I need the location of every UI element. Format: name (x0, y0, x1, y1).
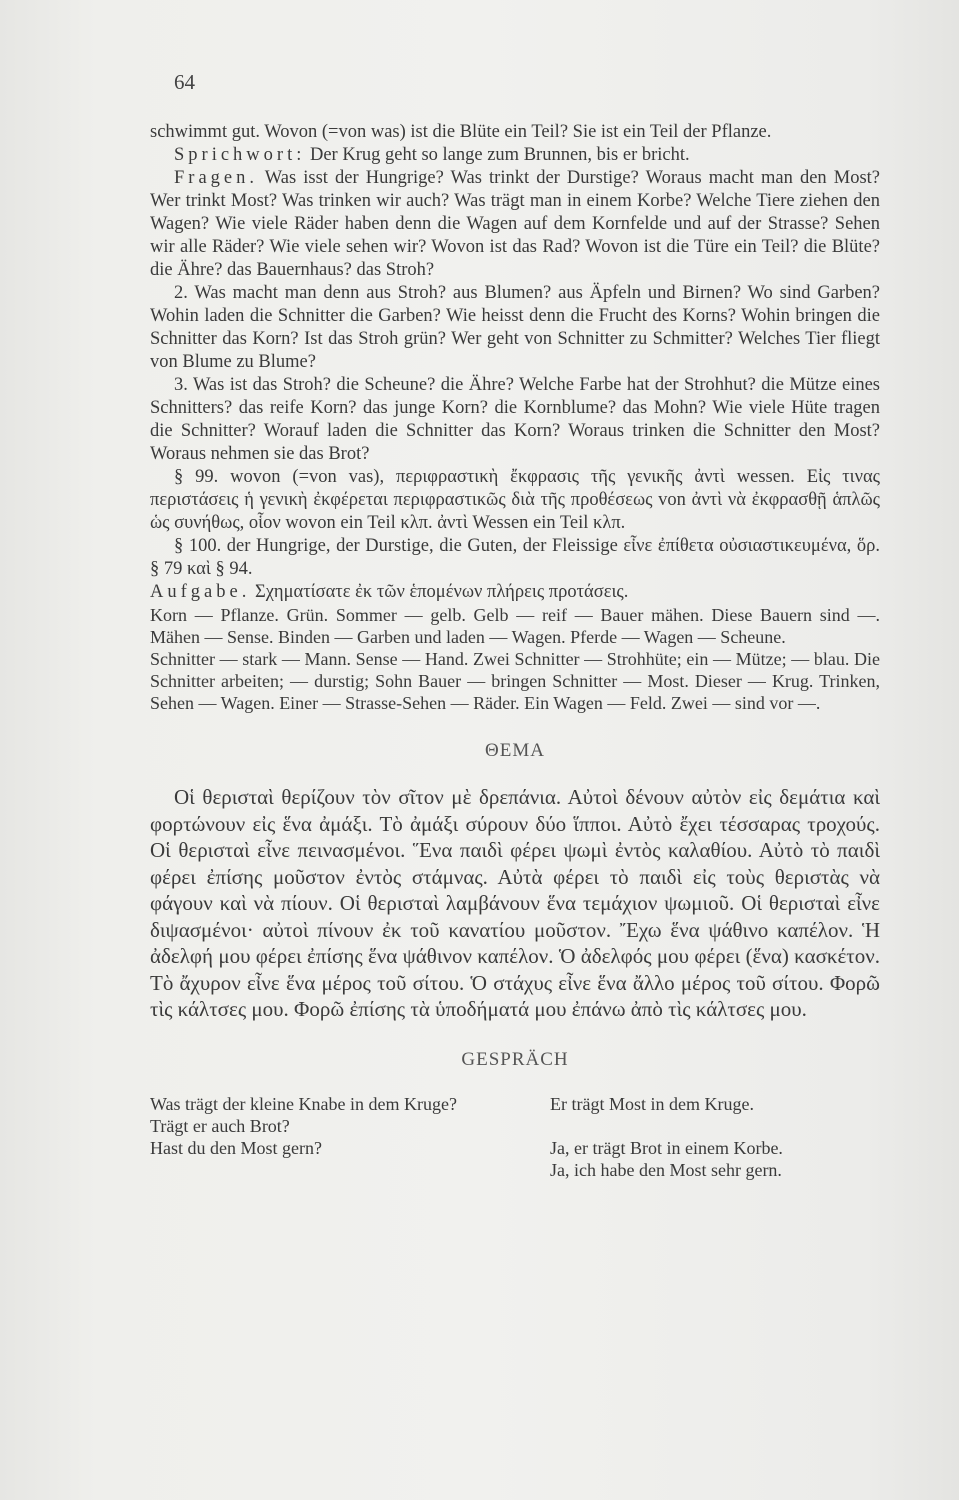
section-100: § 100. der Hungrige, der Durstige, die Guten, der Fleissige εἶνε ἐπίθετα οὐσιαστικευμένα, ὅρ. § 79 καὶ § 94. (150, 536, 880, 579)
thema-text: Οἱ θερισταὶ θερίζουν τὸν σῖτον μὲ δρεπάνια. Αὐτοὶ δένουν αὐτὸν εἰς δεμάτια καὶ φορτώνουν εἰς ἕνα ἀμάξι. Τὸ ἀμάξι σύρουν δύο ἵπποι. Αὐτὸ ἔχει τέσσαρας τροχούς. Οἱ θερισταὶ εἶνε πεινασμένοι. Ἕνα παιδὶ φέρει ψωμὶ ἐντὸς καλαθίου. Αὐτὸ τὸ παιδὶ φέρει ἐπίσης μοῦστον ἐντὸς στάμνας. Αὐτὰ φέρει τὸ παιδὶ εἰς τοὺς θεριστὰς νὰ φάγουν καὶ νὰ πίουν. Οἱ θερισταὶ λαμβάνουν ἕνα τεμάχιον ψωμιοῦ. Οἱ θερισταὶ εἶνε διψασμένοι· αὐτοὶ πίνουν ἐκ τοῦ κανατίου μοῦστον. Ἔχω ἕνα ψάθινο καπέλον. Ἡ ἀδελφή μου φέρει ἐπίσης ἕνα ψάθινον καπέλον. Ὁ ἀδελφός μου φέρει (ἕνα) κασκέτον. Τὸ ἄχυρον εἶνε ἕνα μέρος τοῦ σίτου. Ὁ στάχυς εἶνε ἕνα ἄλλο μέρος τοῦ σίτου. Φορῶ τὶς κάλτσες μου. Φορῶ ἐπίσης τὰ ὑποδήματά μου ἐπάνω ἀπὸ τὶς κάλτσες μου. (150, 785, 880, 1021)
fragen-paragraph-1 (150, 167, 880, 282)
answer-3: Ja, ich habe den Most sehr gern. (550, 1159, 782, 1180)
sprichwort-text: Der Krug geht so lange zum Brunnen, bis er bricht. (309, 145, 690, 165)
page-content (150, 70, 880, 1181)
answers-column (550, 1093, 880, 1181)
gespraech-dialogue (150, 1093, 880, 1181)
aufgabe-list (150, 604, 880, 714)
aufgabe-heading (150, 581, 880, 604)
questions-column (150, 1093, 510, 1181)
answer-1: Er trägt Most in dem Kruge. (550, 1093, 754, 1114)
gespraech-title: GESPRÄCH (461, 1048, 569, 1070)
question-3: Hast du den Most gern? (150, 1137, 322, 1158)
fragen-text-1: Was isst der Hungrige? Was trinkt der Durstige? Woraus macht man den Most? Wer trinkt Most? Was trinken wir auch? Was trägt man in einem Korbe? Welche Tiere ziehen den Wagen? Wie viele Räder haben denn die Wagen auf dem Kornfelde und auf der Strasse? Sehen wir alle Räder? Wie viele sehen wir? Wovon ist das Rad? Wovon ist die Türe ein Teil? die Blüte? die Ähre? das Bauernhaus? das Stroh? (150, 168, 881, 280)
answer-2: Ja, er trägt Brot in einem Korbe. (550, 1137, 783, 1158)
section-99: § 99. wovon (=von vas), περιφραστικὴ ἔκφρασις τῆς γενικῆς ἀντὶ wessen. Εἰς τινας περιστάσεις ἡ γενικὴ ἐκφέρεται περιφραστικῶς διὰ τῆς προθέσεως von ἀντὶ νὰ ἐκφρασθῇ ἁπλῶς ὡς συνήθως, οἷον wovon ein Teil κλπ. ἀντὶ Wessen ein Teil κλπ. (150, 467, 880, 533)
thema-section (150, 784, 880, 1023)
aufgabe-line-2: Schnitter — stark — Mann. Sense — Hand. Zwei Schnitter — Strohhüte; ein — Mütze; — blau. Die Schnitter arbeiten; — durstig; Sohn Bauer — bringen Schnitter — Most. Dieser — Krug. Trinken, Sehen — Wagen. Einer — Strasse-Sehen — Räder. Ein Wagen — Feld. Zwei — sind vor —. (150, 649, 880, 713)
page-number: 64 (174, 70, 195, 94)
sprichwort-label: Sprichwort: (174, 145, 306, 165)
aufgabe-line-1: Korn — Pflanze. Grün. Sommer — gelb. Gelb — reif — Bauer mähen. Diese Bauern sind —. Mähen — Sense. Binden — Garben und laden — Wagen. Pferde — Wagen — Scheune. (150, 605, 880, 647)
sprichwort-paragraph (150, 144, 880, 167)
fragen-paragraph-3: 3. Was ist das Stroh? die Scheune? die Ähre? Welche Farbe hat der Strohhut? die Mütze eines Schnitters? das reife Korn? das junge Korn? die Kornblume? das Mohn? Wie viele Hüte tragen die Schnitter? Worauf laden die Schnitter das Korn? Woraus trinken die Schnitter den Most? Woraus nehmen sie das Brot? (150, 375, 880, 464)
intro-paragraph: schwimmt gut. Wovon (=von was) ist die Blüte ein Teil? Sie ist ein Teil der Pflanze. (150, 122, 772, 142)
aufgabe-label: Aufgabe. (150, 582, 251, 602)
fragen-label: Fragen. (174, 168, 258, 188)
question-2: Trägt er auch Brot? (150, 1115, 290, 1136)
fragen-paragraph-2: 2. Was macht man denn aus Stroh? aus Blumen? aus Äpfeln und Birnen? Wo sind Garben? Wohin laden die Schnitter die Garben? Wie heisst denn die Frucht des Korns? Wohin bringen die Schnitter das Korn? Ist das Stroh grün? Wer geht von Schnitter zu Schmitter? Welches Tier fliegt von Blume zu Blume? (150, 283, 880, 372)
thema-title: ΘΕΜΑ (485, 740, 545, 761)
aufgabe-instruction: Σχηματίσατε ἐκ τῶν ἑπομένων πλήρεις προτάσεις. (254, 582, 629, 602)
question-1: Was trägt der kleine Knabe in dem Kruge? (150, 1093, 457, 1114)
